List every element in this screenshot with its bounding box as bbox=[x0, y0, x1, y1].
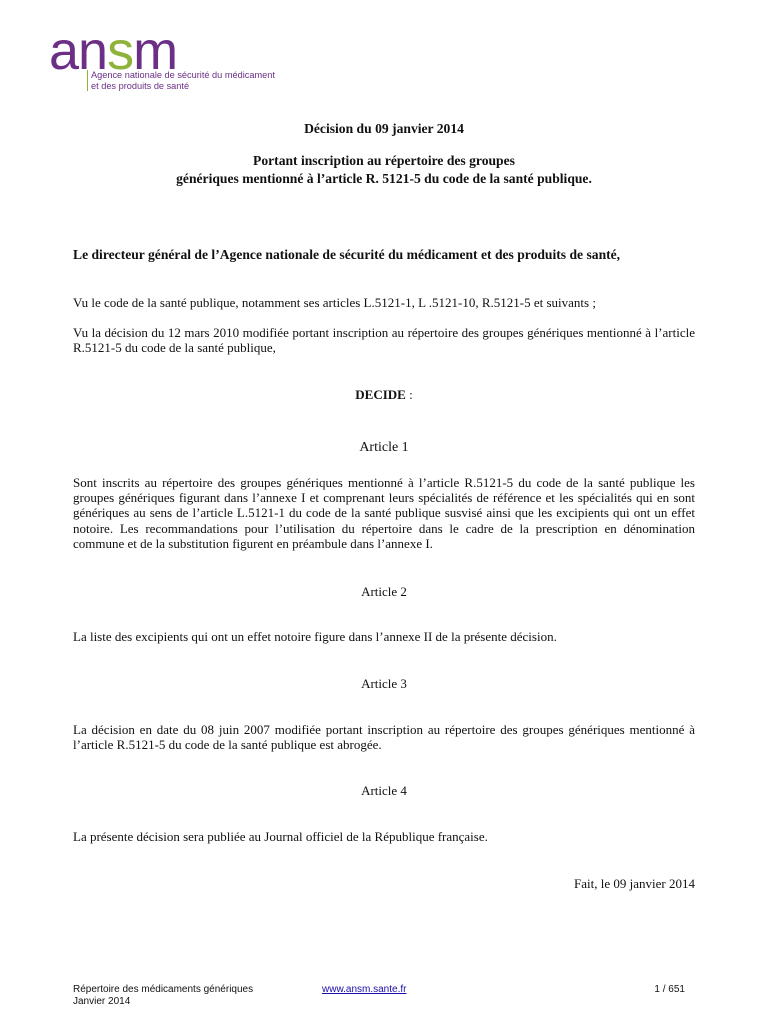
article-1-text: Sont inscrits au répertoire des groupes génériques mentionné à l’article R.5121-5 du code de la santé publique les groupes génériques figurant dans l’annexe I et comprenant leurs spécialités de référence et les spécialités qui en sont génériques au sens de l’article L.5121-1 du code de la santé publique susvisé ainsi que les excipients qui ont un effet notoire. Les recommandations pour l’utilisation du répertoire dans le cadre de la prescription en dénomination commune et de la substitution figurent en préambule dans l’annexe I. bbox=[73, 475, 695, 551]
logo-agency-name: Agence nationale de sécurité du médicament et des produits de santé bbox=[87, 70, 291, 91]
article-4-title: Article 4 bbox=[361, 783, 407, 798]
decision-title: Décision du 09 janvier 2014 bbox=[304, 121, 464, 136]
vu-paragraph-2: Vu la décision du 12 mars 2010 modifiée portant inscription au répertoire des groupes génériques mentionné à l’article R.5121-5 du code de la santé publique, bbox=[73, 325, 695, 356]
decision-subtitle-line2: génériques mentionné à l’article R. 5121-5 du code de la santé publique. bbox=[176, 171, 592, 186]
decide-heading: DECIDE : bbox=[355, 387, 413, 402]
director-heading: Le directeur général de l’Agence nationale de sécurité du médicament et des produits de santé, bbox=[73, 247, 621, 262]
footer-document-info: Répertoire des médicaments génériques Janvier 2014 bbox=[73, 984, 254, 1007]
article-2-text: La liste des excipients qui ont un effet notoire figure dans l’annexe II de la présente décision. bbox=[73, 629, 557, 644]
footer-website-link[interactable]: www.ansm.sante.fr bbox=[322, 984, 407, 995]
article-3-text: La décision en date du 08 juin 2007 modifiée portant inscription au répertoire des groupes génériques mentionné à l’article R.5121-5 du code de la santé publique est abrogée. bbox=[73, 722, 695, 753]
article-4-text: La présente décision sera publiée au Journal officiel de la République française. bbox=[73, 829, 488, 844]
page-footer bbox=[73, 984, 695, 1014]
vu-paragraph-1: Vu le code de la santé publique, notamment ses articles L.5121-1, L .5121-10, R.5121-5 et suivants ; bbox=[73, 295, 596, 310]
article-1-title: Article 1 bbox=[359, 440, 409, 455]
decision-subtitle-line1: Portant inscription au répertoire des groupes bbox=[253, 153, 515, 168]
article-3-title: Article 3 bbox=[361, 676, 407, 691]
article-2-title: Article 2 bbox=[361, 584, 407, 599]
signature-date: Fait, le 09 janvier 2014 bbox=[574, 876, 695, 891]
logo-wordmark: ansm bbox=[49, 21, 178, 81]
ansm-logo bbox=[33, 22, 283, 100]
footer-page-number: 1 / 651 bbox=[654, 984, 685, 995]
